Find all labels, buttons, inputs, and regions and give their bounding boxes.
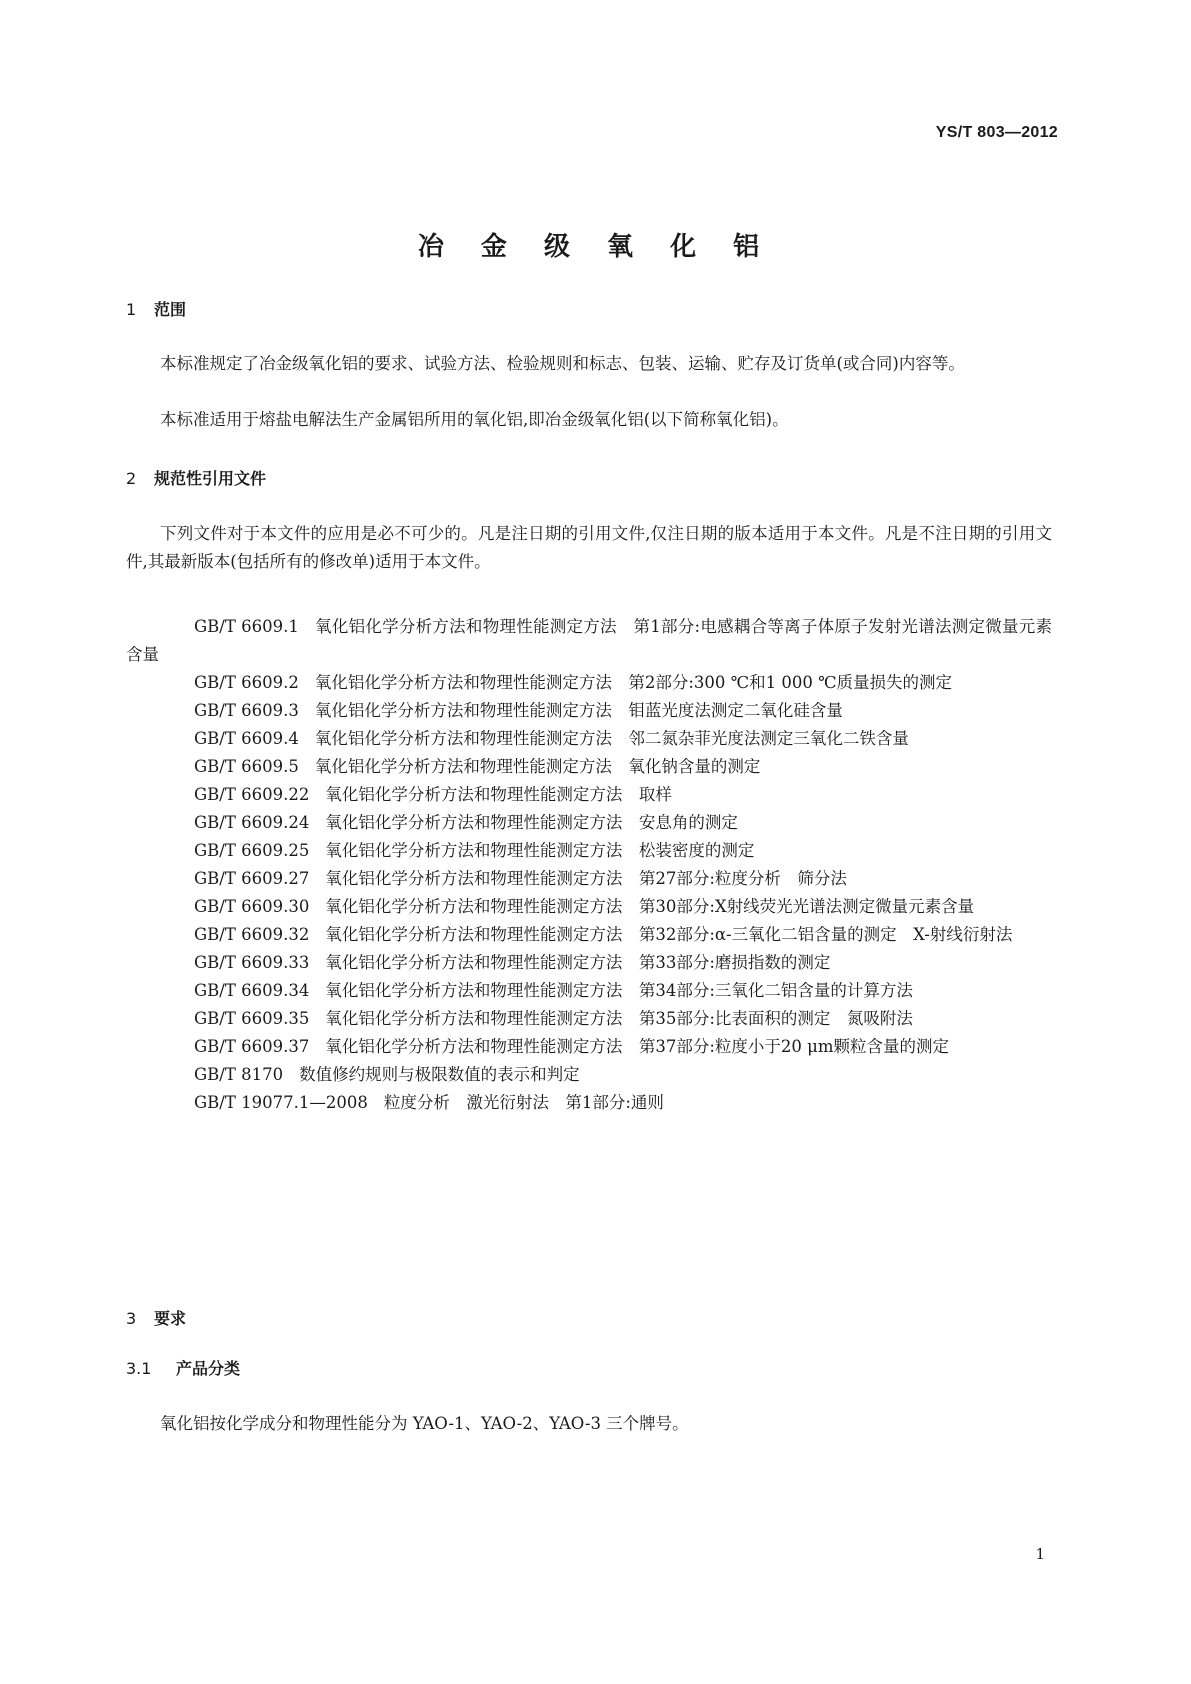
reference-item — [126, 1005, 1052, 1033]
reference-code: GB/T 6609.30 — [194, 897, 310, 916]
section-number: 3.1 — [126, 1359, 152, 1378]
reference-item — [126, 977, 1052, 1005]
standard-code: YS/T 803—2012 — [935, 124, 1058, 141]
section-3-heading — [126, 1306, 186, 1329]
section-2-heading — [126, 466, 266, 489]
section-number: 2 — [126, 469, 137, 488]
reference-title: 氧化铝化学分析方法和物理性能测定方法 第34部分:三氧化二铝含量的计算方法 — [325, 981, 913, 1000]
section-1-heading — [126, 297, 186, 320]
reference-code: GB/T 6609.22 — [194, 785, 310, 804]
reference-title: 氧化铝化学分析方法和物理性能测定方法 第30部分:X射线荧光光谱法测定微量元素含量 — [325, 897, 975, 916]
section-2-intro: 下列文件对于本文件的应用是必不可少的。凡是注日期的引用文件,仅注日期的版本适用于本文件。凡是不注日期的引用文件,其最新版本(包括所有的修改单)适用于本文件。 — [126, 524, 1052, 571]
reference-item — [126, 1033, 1052, 1061]
section-number: 3 — [126, 1309, 137, 1328]
reference-item — [126, 865, 1052, 893]
reference-title: 氧化铝化学分析方法和物理性能测定方法 邻二氮杂菲光度法测定三氧化二铁含量 — [314, 729, 909, 748]
reference-title: 粒度分析 激光衍射法 第1部分:通则 — [383, 1093, 664, 1112]
reference-code: GB/T 6609.25 — [194, 841, 310, 860]
reference-title: 氧化铝化学分析方法和物理性能测定方法 第33部分:磨损指数的测定 — [325, 953, 831, 972]
reference-code: GB/T 6609.27 — [194, 869, 310, 888]
reference-item — [126, 837, 1052, 865]
section-number: 1 — [126, 300, 137, 319]
reference-title: 氧化铝化学分析方法和物理性能测定方法 第2部分:300 ℃和1 000 ℃质量损失的测定 — [314, 673, 953, 692]
reference-code: GB/T 6609.24 — [194, 813, 310, 832]
reference-code: GB/T 8170 — [194, 1065, 284, 1084]
section-3-1-paragraph: 氧化铝按化学成分和物理性能分为 YAO-1、YAO-2、YAO-3 三个牌号。 — [160, 1414, 689, 1433]
section-1-paragraph-1: 本标准规定了冶金级氧化铝的要求、试验方法、检验规则和标志、包装、运输、贮存及订货单(或合同)内容等。 — [160, 354, 965, 373]
reference-code: GB/T 6609.3 — [194, 701, 299, 720]
reference-title: 氧化铝化学分析方法和物理性能测定方法 钼蓝光度法测定二氧化硅含量 — [314, 701, 843, 720]
page-number: 1 — [1035, 1545, 1045, 1563]
reference-title: 数值修约规则与极限数值的表示和判定 — [299, 1065, 580, 1084]
reference-item — [126, 669, 1052, 697]
reference-title: 氧化铝化学分析方法和物理性能测定方法 第1部分:电感耦合等离子体原子发射光谱法测定微量元素含量 — [126, 617, 1052, 664]
reference-item — [126, 725, 1052, 753]
reference-item — [126, 893, 1052, 921]
section-title: 要求 — [154, 1309, 187, 1328]
document-title: 冶 金 级 氧 化 铝 — [417, 232, 774, 262]
reference-item — [126, 949, 1052, 977]
reference-title: 氧化铝化学分析方法和物理性能测定方法 第35部分:比表面积的测定 氮吸附法 — [325, 1009, 913, 1028]
reference-code: GB/T 6609.34 — [194, 981, 310, 1000]
reference-code: GB/T 6609.5 — [194, 757, 299, 776]
reference-title: 氧化铝化学分析方法和物理性能测定方法 氧化钠含量的测定 — [314, 757, 761, 776]
reference-item — [126, 1089, 1052, 1117]
reference-code: GB/T 6609.35 — [194, 1009, 310, 1028]
reference-title: 氧化铝化学分析方法和物理性能测定方法 第27部分:粒度分析 筛分法 — [325, 869, 847, 888]
section-title: 产品分类 — [176, 1359, 241, 1378]
reference-code: GB/T 19077.1—2008 — [194, 1093, 368, 1112]
section-1-paragraph-2: 本标准适用于熔盐电解法生产金属铝所用的氧化铝,即冶金级氧化铝(以下简称氧化铝)。 — [160, 410, 789, 429]
reference-item — [126, 1061, 1052, 1089]
reference-item — [126, 613, 1052, 669]
section-3-1-heading — [126, 1356, 240, 1379]
reference-item — [126, 921, 1052, 949]
section-title: 范围 — [154, 300, 187, 319]
reference-code: GB/T 6609.32 — [194, 925, 310, 944]
reference-code: GB/T 6609.2 — [194, 673, 299, 692]
reference-code: GB/T 6609.37 — [194, 1037, 310, 1056]
reference-title: 氧化铝化学分析方法和物理性能测定方法 取样 — [325, 785, 672, 804]
section-title: 规范性引用文件 — [154, 469, 267, 488]
reference-item — [126, 697, 1052, 725]
reference-code: GB/T 6609.4 — [194, 729, 299, 748]
reference-code: GB/T 6609.33 — [194, 953, 310, 972]
normative-references-list — [126, 613, 1052, 1117]
reference-title: 氧化铝化学分析方法和物理性能测定方法 松装密度的测定 — [325, 841, 755, 860]
reference-code: GB/T 6609.1 — [194, 617, 299, 636]
reference-title: 氧化铝化学分析方法和物理性能测定方法 第32部分:α-三氧化二铝含量的测定 X-射线衍射法 — [325, 925, 1013, 944]
reference-item — [126, 809, 1052, 837]
reference-title: 氧化铝化学分析方法和物理性能测定方法 安息角的测定 — [325, 813, 738, 832]
reference-item — [126, 781, 1052, 809]
reference-item — [126, 753, 1052, 781]
reference-title: 氧化铝化学分析方法和物理性能测定方法 第37部分:粒度小于20 μm颗粒含量的测定 — [325, 1037, 950, 1056]
